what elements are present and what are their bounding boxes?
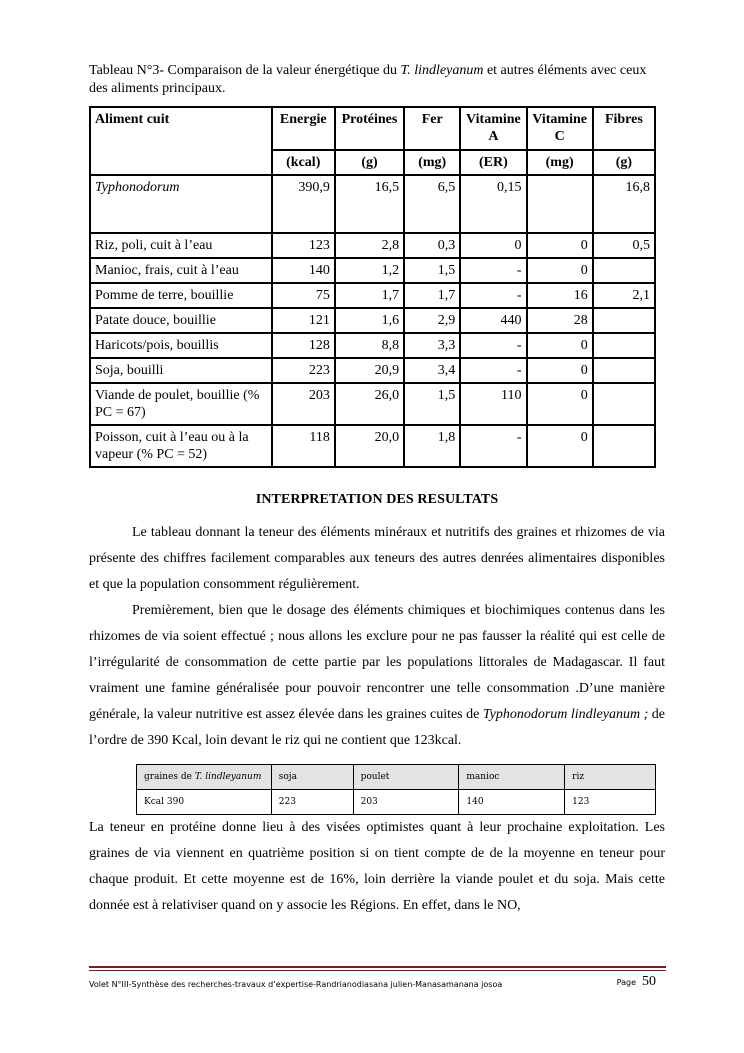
cell-vitamine-a: 110 xyxy=(460,383,526,425)
table-row xyxy=(90,333,655,358)
header-aliment: Aliment cuit xyxy=(90,107,272,175)
cell-fibres: 0,5 xyxy=(593,233,655,258)
row-name: Haricots/pois, bouillis xyxy=(90,333,272,358)
unit-mg: (mg) xyxy=(404,150,460,175)
header-energie: Energie xyxy=(272,107,335,150)
table-row xyxy=(90,175,655,233)
cell-energie: 75 xyxy=(272,283,335,308)
table-header-row xyxy=(90,107,655,150)
table-row xyxy=(90,425,655,467)
cell-fer: 2,9 xyxy=(404,308,460,333)
header-fer: Fer xyxy=(404,107,460,150)
unit-g: (g) xyxy=(335,150,404,175)
caption-text: Tableau N°3- Comparaison de la valeur énergétique du xyxy=(89,63,401,78)
caption-text-end: et autres éléments avec ceux des aliments principaux. xyxy=(89,63,647,96)
cell-energie: 390,9 xyxy=(272,175,335,233)
cell-vitamine-a: 440 xyxy=(460,308,526,333)
cell-fer: 1,8 xyxy=(404,425,460,467)
species-name: Typhonodorum lindleyanum ; xyxy=(482,707,649,722)
cell-proteines: 8,8 xyxy=(335,333,404,358)
cell-proteines: 26,0 xyxy=(335,383,404,425)
cell-vitamine-c xyxy=(527,175,593,233)
cell-fer: 6,5 xyxy=(404,175,460,233)
energy-value: Kcal 390 xyxy=(137,790,272,815)
cell-proteines: 20,9 xyxy=(335,358,404,383)
cell-vitamine-c: 0 xyxy=(527,333,593,358)
cell-fibres xyxy=(593,383,655,425)
table-row xyxy=(90,283,655,308)
cell-vitamine-a: - xyxy=(460,258,526,283)
table-row xyxy=(90,233,655,258)
cell-vitamine-a: - xyxy=(460,283,526,308)
row-name: Patate douce, bouillie xyxy=(90,308,272,333)
cell-vitamine-c: 16 xyxy=(527,283,593,308)
cell-vitamine-c: 0 xyxy=(527,383,593,425)
row-name: Soja, bouilli xyxy=(90,358,272,383)
cell-fibres xyxy=(593,333,655,358)
energy-value: 140 xyxy=(459,790,565,815)
footer-rule xyxy=(89,966,666,968)
cell-fer: 0,3 xyxy=(404,233,460,258)
unit-kcal: (kcal) xyxy=(272,150,335,175)
cell-fibres: 2,1 xyxy=(593,283,655,308)
cell-vitamine-a: 0,15 xyxy=(460,175,526,233)
page-number: 50 xyxy=(642,974,656,989)
cell-vitamine-c: 0 xyxy=(527,233,593,258)
cell-energie: 128 xyxy=(272,333,335,358)
cell-fibres: 16,8 xyxy=(593,175,655,233)
energy-value: 203 xyxy=(353,790,459,815)
paragraph-2: Premièrement, bien que le dosage des éléments chimiques et biochimiques contenus dans les rhizomes de via soient effectué ; nous allons les exclure pour ne pas fausser la réalité qui est celle de l’irrégularité de consommation de cette partie par les populations littorales de Madagascar. Il faut vraiment une famine généralisée pour pouvoir rencontrer une telle consommation .D’une manière générale, la valeur nutritive est assez élevée dans les graines cuites de Typhonodorum lindleyanum ; de l’ordre de 390 Kcal, loin devant le riz qui ne contient que 123kcal. xyxy=(89,603,665,748)
energy-header-riz: riz xyxy=(565,765,656,790)
cell-proteines: 1,6 xyxy=(335,308,404,333)
cell-fer: 3,3 xyxy=(404,333,460,358)
header-vitamine-a: Vitamine A xyxy=(460,107,526,150)
footer-text: Volet N°III-Synthèse des recherches-travaux d’expertise-Randrianodiasana julien-Manasamanana josoa xyxy=(89,980,503,989)
cell-fibres xyxy=(593,308,655,333)
row-name: Viande de poulet, bouillie (% PC = 67) xyxy=(90,383,272,425)
cell-energie: 121 xyxy=(272,308,335,333)
unit-mg-c: (mg) xyxy=(527,150,593,175)
cell-vitamine-c: 0 xyxy=(527,425,593,467)
cell-energie: 118 xyxy=(272,425,335,467)
energy-value-row xyxy=(137,790,656,815)
header-vitamine-c: Vitamine C xyxy=(527,107,593,150)
cell-vitamine-a: - xyxy=(460,358,526,383)
cell-proteines: 20,0 xyxy=(335,425,404,467)
unit-g-fibres: (g) xyxy=(593,150,655,175)
row-name: Riz, poli, cuit à l’eau xyxy=(90,233,272,258)
energy-header-manioc: manioc xyxy=(459,765,565,790)
table-row xyxy=(90,308,655,333)
section-heading: INTERPRETATION DES RESULTATS xyxy=(255,492,499,507)
energy-header-poulet: poulet xyxy=(353,765,459,790)
cell-energie: 123 xyxy=(272,233,335,258)
energy-header-graines: graines de T. lindleyanum xyxy=(137,765,272,790)
row-name: Pomme de terre, bouillie xyxy=(90,283,272,308)
energy-value: 223 xyxy=(271,790,353,815)
document-page xyxy=(89,62,665,919)
cell-proteines: 2,8 xyxy=(335,233,404,258)
row-name: Poisson, cuit à l’eau ou à la vapeur (% PC = 52) xyxy=(90,425,272,467)
table-caption xyxy=(89,62,665,98)
cell-vitamine-a: - xyxy=(460,425,526,467)
header-proteines: Protéines xyxy=(335,107,404,150)
cell-fer: 1,7 xyxy=(404,283,460,308)
footer-rule-thin xyxy=(89,970,666,971)
cell-fibres xyxy=(593,258,655,283)
cell-fibres xyxy=(593,358,655,383)
nutrition-table xyxy=(89,106,656,468)
energy-header-row xyxy=(137,765,656,790)
cell-vitamine-a: 0 xyxy=(460,233,526,258)
row-name: Typhonodorum xyxy=(90,175,272,233)
cell-fer: 3,4 xyxy=(404,358,460,383)
table-row xyxy=(90,383,655,425)
cell-vitamine-c: 28 xyxy=(527,308,593,333)
cell-fer: 1,5 xyxy=(404,258,460,283)
energy-comparison-table xyxy=(136,764,656,815)
unit-er: (ER) xyxy=(460,150,526,175)
cell-vitamine-a: - xyxy=(460,333,526,358)
paragraph-1: Le tableau donnant la teneur des éléments minéraux et nutritifs des graines et rhizomes de via présente des chiffres facilement comparables aux teneurs des autres denrées alimentaires disponibles et que la population consomment régulièrement. xyxy=(89,525,665,592)
header-fibres: Fibres xyxy=(593,107,655,150)
row-name: Manioc, frais, cuit à l’eau xyxy=(90,258,272,283)
energy-header-soja: soja xyxy=(271,765,353,790)
paragraph-3: La teneur en protéine donne lieu à des visées optimistes quant à leur prochaine exploitation. Les graines de via viennent en quatrième position si on tient compte de de la moyenne en teneur pour chaque produit. Et cette moyenne est de 16%, loin derrière la viande poulet et du soja. Mais cette donnée est à relativiser quand on y associe les Régions. En effet, dans le NO, xyxy=(89,820,665,913)
cell-energie: 203 xyxy=(272,383,335,425)
cell-proteines: 1,2 xyxy=(335,258,404,283)
cell-fer: 1,5 xyxy=(404,383,460,425)
cell-energie: 140 xyxy=(272,258,335,283)
cell-energie: 223 xyxy=(272,358,335,383)
table-row xyxy=(90,358,655,383)
cell-proteines: 1,7 xyxy=(335,283,404,308)
cell-vitamine-c: 0 xyxy=(527,358,593,383)
table-row xyxy=(90,258,655,283)
energy-value: 123 xyxy=(565,790,656,815)
page-label: Page xyxy=(616,978,636,987)
cell-proteines: 16,5 xyxy=(335,175,404,233)
cell-fibres xyxy=(593,425,655,467)
cell-vitamine-c: 0 xyxy=(527,258,593,283)
caption-species: T. lindleyanum xyxy=(400,63,484,78)
page-number-block xyxy=(617,974,656,990)
